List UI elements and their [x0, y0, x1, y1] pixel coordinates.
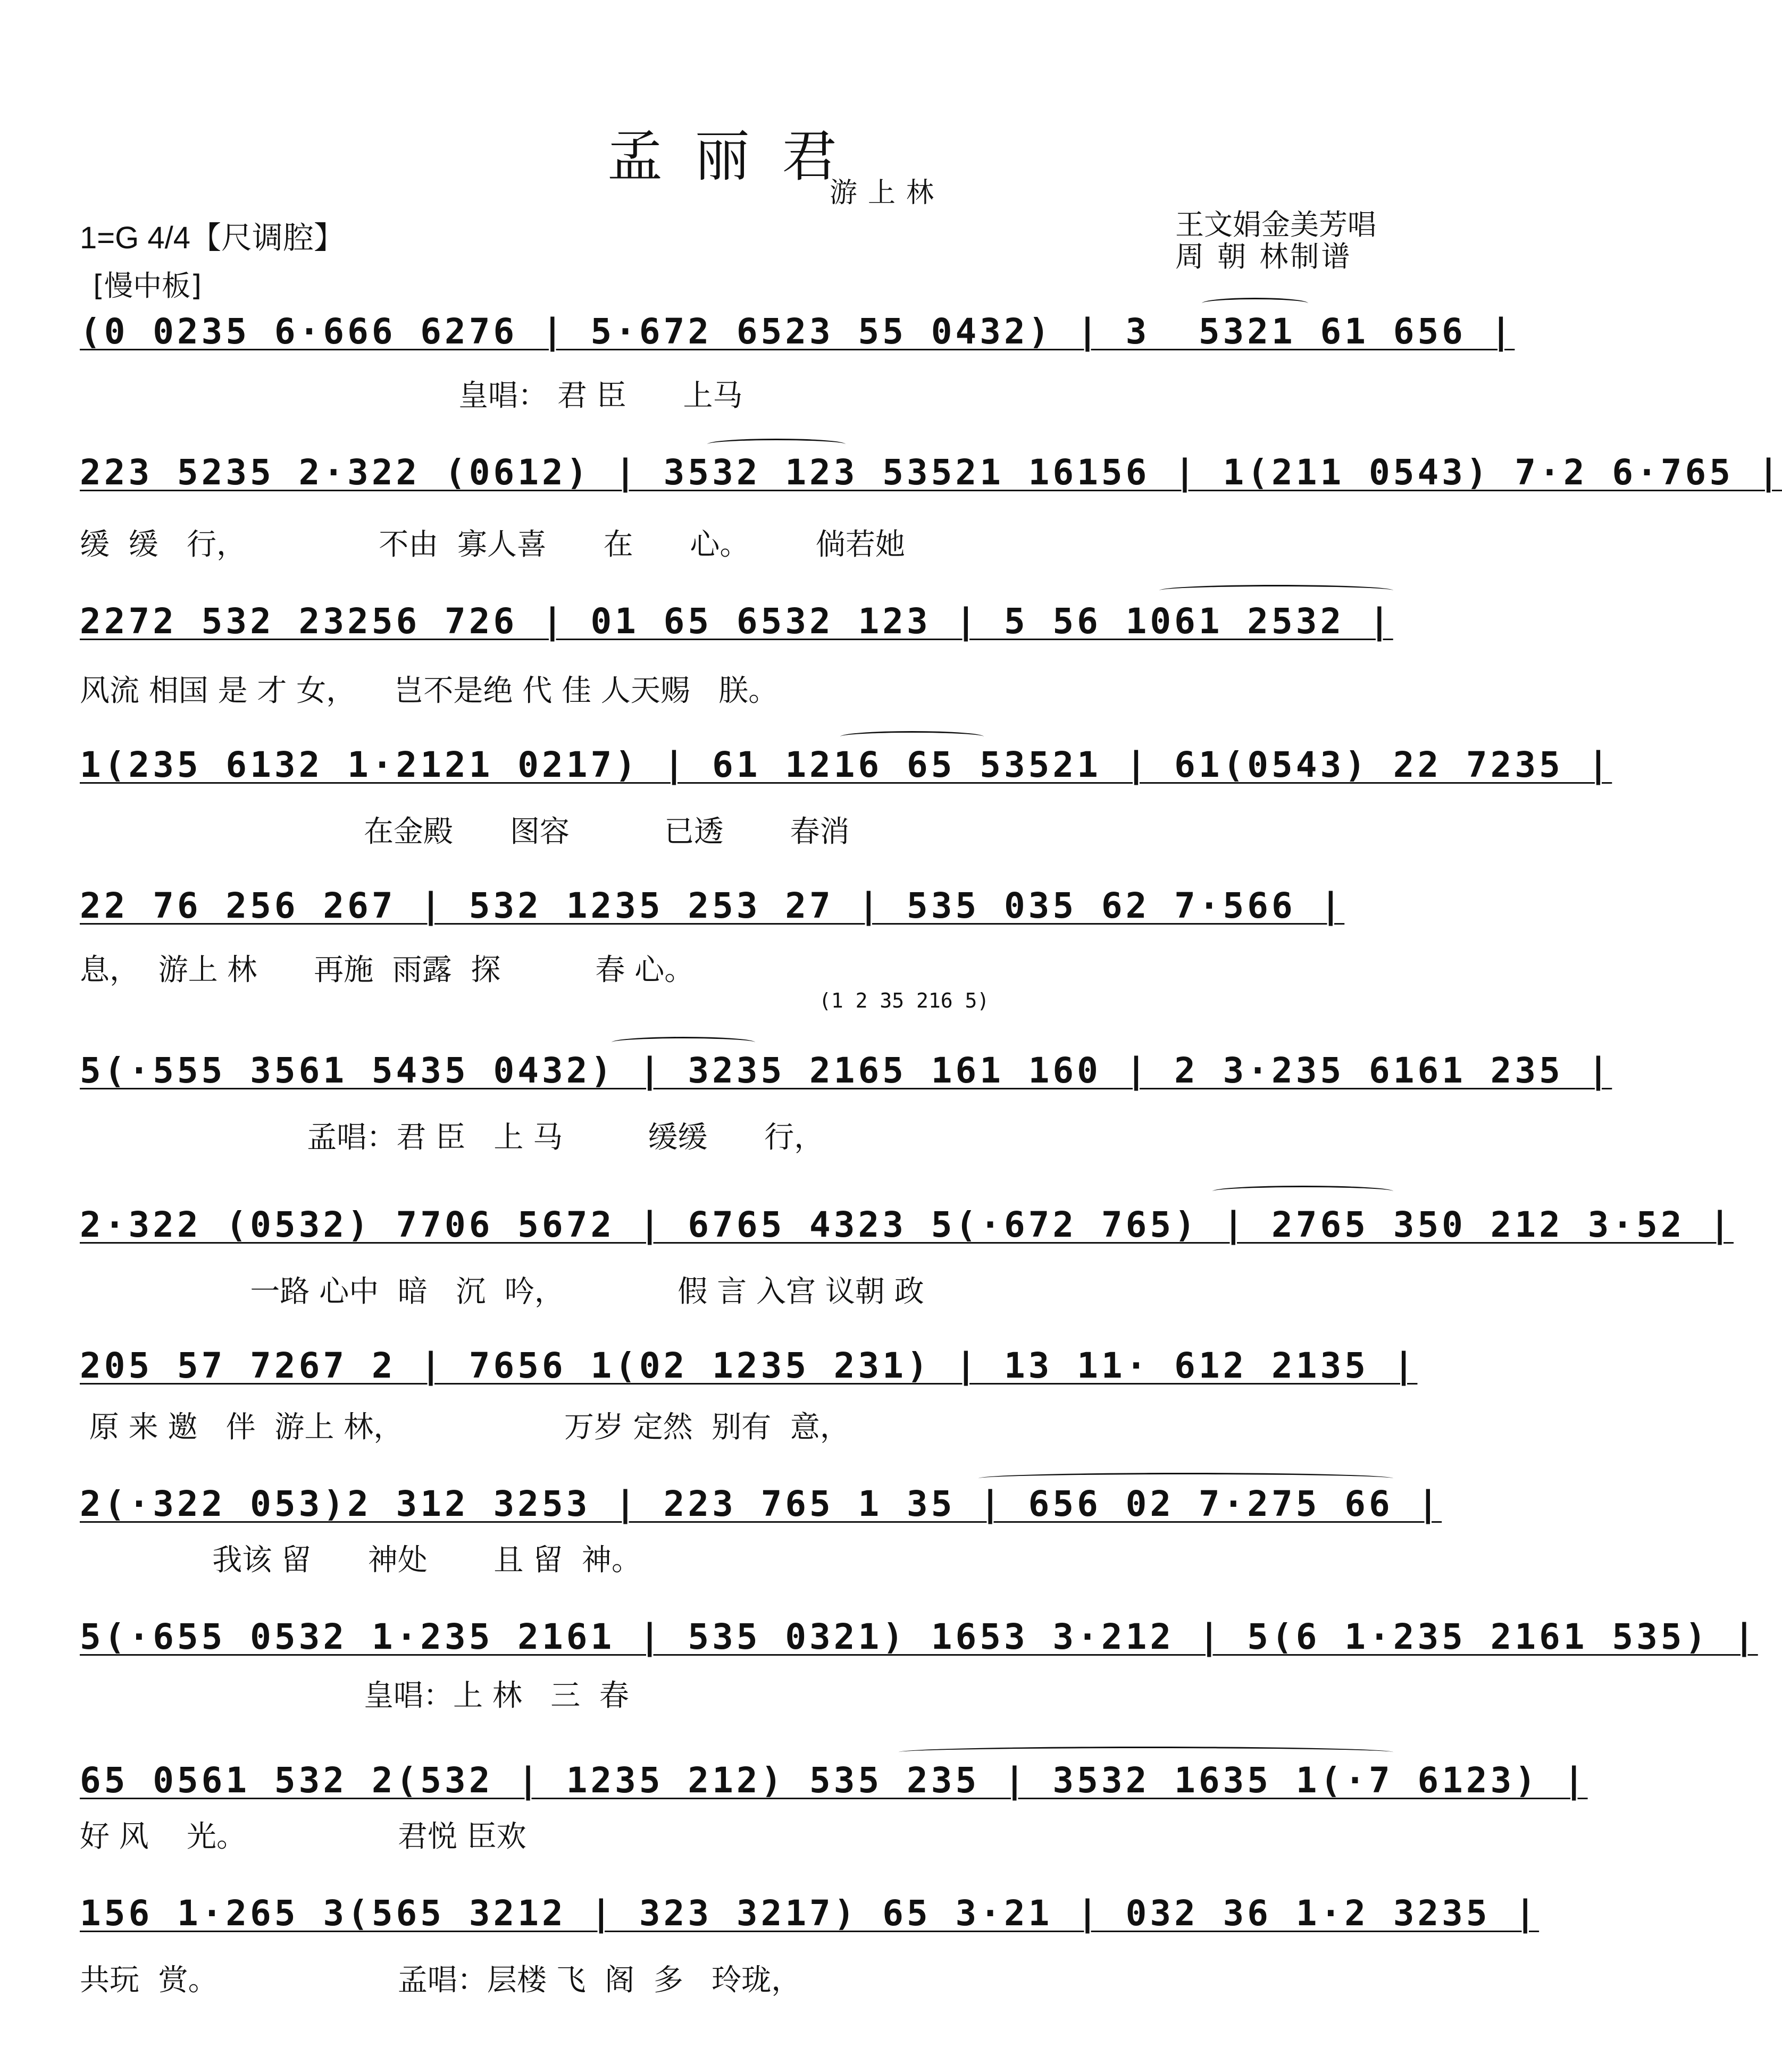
slur-mark — [1212, 1186, 1393, 1197]
lyrics-line-1: 皇唱： 君 臣 上马 — [80, 379, 743, 413]
slur-mark — [1202, 298, 1308, 309]
page-subtitle: 游上林 — [830, 177, 945, 209]
slur-mark — [1159, 585, 1393, 596]
slur-mark — [899, 1747, 1393, 1758]
notation-line-6: 5(·555 3561 5435 0432) | 3235 2165 161 160 | 2 3·235 6161 235 | — [80, 1050, 1612, 1091]
notation-line-9: 2(·322 053)2 312 3253 | 223 765 1 35 | 656 02 7·275 66 | — [80, 1483, 1442, 1524]
credit-notation: 周 朝 林制谱 — [1175, 240, 1352, 273]
slur-mark — [978, 1473, 1393, 1484]
slur-mark — [707, 439, 846, 450]
notation-line-12: 156 1·265 3(565 3212 | 323 3217) 65 3·21 | 032 36 1·2 3235 | — [80, 1893, 1540, 1934]
lyrics-line-10: 皇唱：上 林 三 春 — [80, 1679, 629, 1713]
lyrics-line-8: 原 来 邀 伴 游上 林， 万岁 定然 别有 意， — [80, 1410, 850, 1445]
slur-mark — [612, 1037, 755, 1048]
lyrics-line-3: 风流 相国 是 才 女， 岂不是绝 代 佳 人天赐 朕。 — [80, 674, 779, 708]
credit-singers: 王文娟金美芳唱 — [1175, 208, 1376, 241]
lyrics-line-7: 一路 心中 暗 沉 吟， 假 言 入宫 议朝 政 — [80, 1274, 924, 1309]
notation-line-11: 65 0561 532 2(532 | 1235 212) 535 235 | 3532 1635 1(·7 6123) | — [80, 1760, 1588, 1801]
notation-line-4: 1(235 6132 1·2121 0217) | 61 1216 65 53521 | 61(0543) 22 7235 | — [80, 744, 1612, 785]
slur-mark — [840, 731, 984, 742]
notation-line-1: (0 0235 6·666 6276 | 5·672 6523 55 0432) | 3 5321 61 656 | — [80, 311, 1515, 352]
notation-line-3: 2272 532 23256 726 | 01 65 6532 123 | 5 56 1061 2532 | — [80, 601, 1393, 642]
key-signature: 1=G 4/4【尺调腔】 — [80, 221, 345, 255]
lyrics-line-5: 息， 游上 林 再施 雨露 探 春 心。 — [80, 953, 695, 987]
notation-line-2: 223 5235 2·322 (0612) | 3532 123 53521 16156 | 1(211 0543) 7·2 6·765 | — [80, 452, 1782, 493]
lyrics-line-11: 好 风 光。 君悦 臣欢 — [80, 1819, 526, 1854]
notation-line-8: 205 57 7267 2 | 7656 1(02 1235 231) | 13 11· 612 2135 | — [80, 1345, 1418, 1386]
page-title: 孟丽君 — [607, 124, 869, 189]
cue-notes: (1 2 35 216 5) — [819, 989, 990, 1012]
lyrics-line-4: 在金殿 图容 已透 春消 — [80, 815, 850, 849]
lyrics-line-6: 孟唱：君 臣 上 马 缓缓 行， — [80, 1120, 824, 1155]
lyrics-line-2: 缓 缓 行， 不由 寡人喜 在 心。 倘若她 — [80, 527, 906, 562]
notation-line-5: 22 76 256 267 | 532 1235 253 27 | 535 035 62 7·566 | — [80, 885, 1345, 926]
tempo-marking: [慢中板] — [93, 269, 202, 303]
notation-line-7: 2·322 (0532) 7706 5672 | 6765 4323 5(·672 765) | 2765 350 212 3·52 | — [80, 1204, 1734, 1245]
lyrics-line-9: 我该 留 神处 且 留 神。 — [80, 1543, 641, 1578]
notation-line-10: 5(·655 0532 1·235 2161 | 535 0321) 1653 3·212 | 5(6 1·235 2161 535) | — [80, 1616, 1758, 1657]
lyrics-line-12: 共玩 赏。 孟唱：层楼 飞 阁 多 玲珑， — [80, 1963, 801, 1998]
